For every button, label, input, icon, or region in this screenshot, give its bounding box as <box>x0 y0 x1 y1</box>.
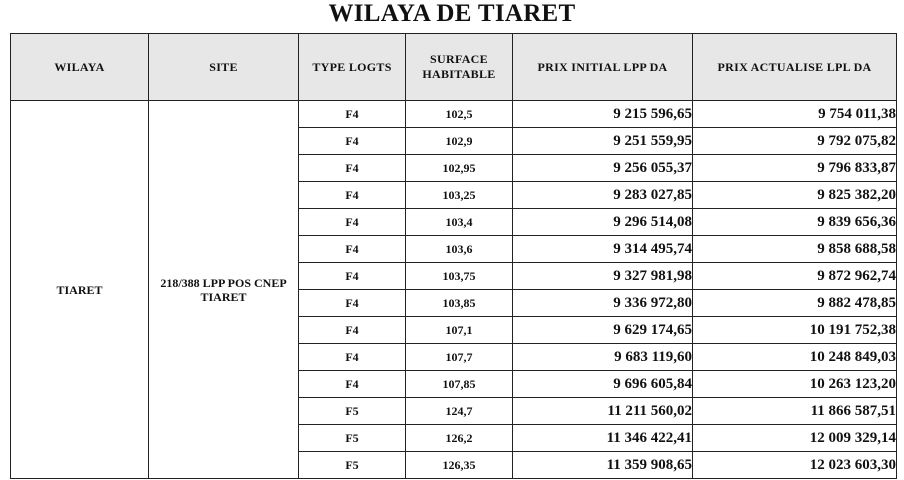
type-cell: F4 <box>299 344 406 371</box>
table-header-row <box>11 34 897 101</box>
surface-cell: 102,95 <box>406 155 513 182</box>
prix-initial-cell: 9 215 596,65 <box>513 101 693 128</box>
surface-cell: 103,85 <box>406 290 513 317</box>
prix-initial-cell: 9 696 605,84 <box>513 371 693 398</box>
header-wilaya: WILAYA <box>11 34 149 101</box>
surface-cell: 107,85 <box>406 371 513 398</box>
price-table <box>10 33 897 479</box>
prix-initial-cell: 9 683 119,60 <box>513 344 693 371</box>
type-cell: F5 <box>299 452 406 479</box>
table-body <box>11 101 897 479</box>
surface-cell: 126,35 <box>406 452 513 479</box>
prix-actualise-cell: 9 872 962,74 <box>693 263 897 290</box>
prix-initial-cell: 9 296 514,08 <box>513 209 693 236</box>
prix-actualise-cell: 12 023 603,30 <box>693 452 897 479</box>
surface-cell: 107,7 <box>406 344 513 371</box>
prix-initial-cell: 9 327 981,98 <box>513 263 693 290</box>
prix-initial-cell: 9 336 972,80 <box>513 290 693 317</box>
prix-initial-cell: 11 211 560,02 <box>513 398 693 425</box>
type-cell: F4 <box>299 128 406 155</box>
surface-cell: 103,4 <box>406 209 513 236</box>
surface-cell: 126,2 <box>406 425 513 452</box>
type-cell: F4 <box>299 209 406 236</box>
surface-cell: 124,7 <box>406 398 513 425</box>
prix-actualise-cell: 9 858 688,58 <box>693 236 897 263</box>
prix-actualise-cell: 9 882 478,85 <box>693 290 897 317</box>
prix-actualise-cell: 9 796 833,87 <box>693 155 897 182</box>
type-cell: F4 <box>299 155 406 182</box>
prix-actualise-cell: 10 263 123,20 <box>693 371 897 398</box>
prix-actualise-cell: 9 792 075,82 <box>693 128 897 155</box>
type-cell: F4 <box>299 236 406 263</box>
prix-actualise-cell: 12 009 329,14 <box>693 425 897 452</box>
site-cell: 218/388 LPP POS CNEP TIARET <box>149 101 299 479</box>
table-row <box>11 101 897 128</box>
header-prix-initial: PRIX INITIAL LPP DA <box>513 34 693 101</box>
prix-initial-cell: 11 346 422,41 <box>513 425 693 452</box>
prix-initial-cell: 9 629 174,65 <box>513 317 693 344</box>
prix-actualise-cell: 9 839 656,36 <box>693 209 897 236</box>
prix-actualise-cell: 9 754 011,38 <box>693 101 897 128</box>
header-prix-actualise: PRIX ACTUALISE LPL DA <box>693 34 897 101</box>
type-cell: F4 <box>299 371 406 398</box>
surface-cell: 103,75 <box>406 263 513 290</box>
prix-actualise-cell: 10 248 849,03 <box>693 344 897 371</box>
surface-cell: 103,25 <box>406 182 513 209</box>
header-site: SITE <box>149 34 299 101</box>
type-cell: F4 <box>299 182 406 209</box>
type-cell: F4 <box>299 263 406 290</box>
page-title: WILAYA DE TIARET <box>328 0 576 27</box>
prix-initial-cell: 11 359 908,65 <box>513 452 693 479</box>
prix-actualise-cell: 11 866 587,51 <box>693 398 897 425</box>
type-cell: F4 <box>299 317 406 344</box>
header-type-logts: TYPE LOGTS <box>299 34 406 101</box>
type-cell: F4 <box>299 290 406 317</box>
wilaya-cell: TIARET <box>11 101 149 479</box>
type-cell: F5 <box>299 398 406 425</box>
type-cell: F4 <box>299 101 406 128</box>
prix-actualise-cell: 10 191 752,38 <box>693 317 897 344</box>
surface-cell: 103,6 <box>406 236 513 263</box>
prix-initial-cell: 9 256 055,37 <box>513 155 693 182</box>
prix-actualise-cell: 9 825 382,20 <box>693 182 897 209</box>
surface-cell: 102,5 <box>406 101 513 128</box>
surface-cell: 102,9 <box>406 128 513 155</box>
surface-cell: 107,1 <box>406 317 513 344</box>
prix-initial-cell: 9 251 559,95 <box>513 128 693 155</box>
header-surface-habitable: SURFACE HABITABLE <box>406 34 513 101</box>
prix-initial-cell: 9 314 495,74 <box>513 236 693 263</box>
prix-initial-cell: 9 283 027,85 <box>513 182 693 209</box>
type-cell: F5 <box>299 425 406 452</box>
